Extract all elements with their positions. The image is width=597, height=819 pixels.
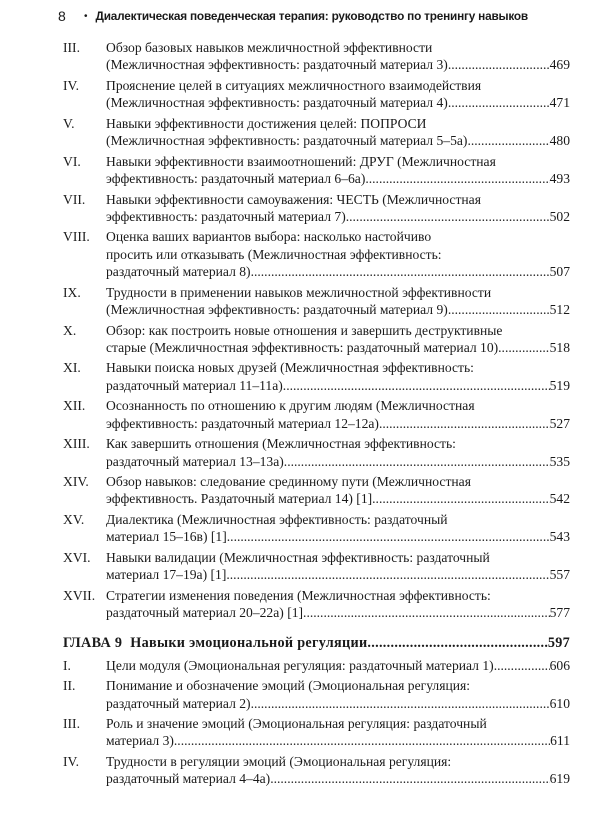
entry-title-line: Обзор навыков: следование срединному пути (Межличностная — [106, 474, 471, 490]
entry-body — [106, 228, 570, 280]
entry-final-line — [106, 657, 570, 674]
dot-leader — [467, 132, 549, 149]
entry-final-line — [106, 263, 570, 280]
entry-final-line — [106, 415, 570, 432]
toc-entry[interactable] — [63, 715, 570, 750]
entry-number: XII. — [63, 398, 86, 414]
toc-entry[interactable] — [63, 228, 570, 280]
dot-leader — [251, 263, 550, 280]
entry-number: III. — [63, 716, 80, 732]
entry-page-number: 543 — [549, 529, 570, 545]
table-of-contents — [63, 39, 570, 791]
dot-leader — [379, 415, 550, 432]
dot-leader — [303, 604, 550, 621]
entry-body — [106, 677, 570, 712]
entry-page-number: 469 — [549, 57, 570, 73]
entry-body — [106, 753, 570, 788]
entry-title-line: Диалектика (Межличностная эффективность: раздаточный — [106, 511, 448, 527]
entry-page-number: 493 — [549, 170, 570, 186]
entry-number: IV. — [63, 754, 79, 770]
entry-title-line: раздаточный материал 13–13а) — [106, 453, 284, 469]
dot-leader — [283, 377, 550, 394]
entry-title-line: просить или отказывать (Межличностная эффективность: — [106, 246, 442, 262]
entry-final-line — [106, 301, 570, 318]
entry-body — [106, 115, 570, 150]
entry-number: VI. — [63, 153, 81, 169]
entry-title-line: Трудности в применении навыков межличностной эффективности — [106, 284, 492, 300]
entry-title-line: (Межличностная эффективность: раздаточный материал 4) — [106, 95, 448, 111]
entry-body — [106, 435, 570, 470]
entry-body — [106, 473, 570, 508]
entry-title-line: раздаточный материал 2) — [106, 695, 251, 711]
dot-leader — [270, 770, 549, 787]
entry-page-number: 606 — [549, 657, 570, 673]
chapter-page-number: 597 — [547, 635, 570, 652]
entry-title-line: раздаточный материал 20–22а) [1] — [106, 605, 304, 621]
toc-entry[interactable] — [63, 753, 570, 788]
entry-body — [106, 39, 570, 74]
toc-entry[interactable] — [63, 587, 570, 622]
entry-page-number: 507 — [549, 264, 570, 280]
chapter-heading[interactable] — [63, 635, 570, 652]
toc-entry[interactable] — [63, 657, 570, 674]
entry-page-number: 611 — [550, 733, 570, 749]
chapter-title: Навыки эмоциональной регуляции — [130, 635, 368, 652]
entry-title-line: Как завершить отношения (Межличностная эффективность: — [106, 436, 456, 452]
entry-title-line: материал 17–19а) [1] — [106, 567, 227, 583]
entry-final-line — [106, 528, 570, 545]
entry-title-line: Осознанность по отношению к другим людям (Межличностная — [106, 398, 475, 414]
entry-title-line: Прояснение целей в ситуациях межличностного взаимодействия — [106, 77, 482, 93]
entry-final-line — [106, 56, 570, 73]
entry-title-line: материал 15–16в) [1] — [106, 529, 227, 545]
entry-final-line — [106, 377, 570, 394]
toc-section-interpersonal — [63, 39, 570, 621]
entry-title-line: Цели модуля (Эмоциональная регуляция: раздаточный материал 1) — [106, 657, 494, 673]
entry-page-number: 577 — [549, 605, 570, 621]
entry-title-line: раздаточный материал 11–11а) — [106, 377, 283, 393]
dot-leader — [284, 453, 550, 470]
toc-entry[interactable] — [63, 284, 570, 319]
entry-title-line: Роль и значение эмоций (Эмоциональная регуляция: раздаточный — [106, 716, 487, 732]
entry-page-number: 512 — [549, 301, 570, 317]
dot-leader — [227, 528, 550, 545]
entry-number: X. — [63, 322, 77, 338]
entry-body — [106, 284, 570, 319]
entry-final-line — [106, 453, 570, 470]
toc-entry[interactable] — [63, 153, 570, 188]
toc-entry[interactable] — [63, 435, 570, 470]
entry-final-line — [106, 339, 570, 356]
entry-title-line: (Межличностная эффективность: раздаточный материал 3) — [106, 57, 448, 73]
entry-title-line: эффективность: раздаточный материал 12–12а) — [106, 415, 379, 431]
entry-title-line: эффективность. Раздаточный материал 14) [1] — [106, 491, 373, 507]
entry-final-line — [106, 490, 570, 507]
entry-body — [106, 77, 570, 112]
running-header — [58, 6, 570, 26]
entry-title-line: Навыки эффективности достижения целей: ПОПРОСИ — [106, 115, 427, 131]
entry-body — [106, 153, 570, 188]
dot-leader — [372, 490, 549, 507]
entry-final-line — [106, 770, 570, 787]
running-title: Диалектическая поведенческая терапия: руководство по тренингу навыков — [95, 9, 528, 23]
entry-number: IV. — [63, 77, 79, 93]
entry-title-line: Понимание и обозначение эмоций (Эмоциональная регуляция: — [106, 678, 471, 694]
toc-entry[interactable] — [63, 191, 570, 226]
toc-entry[interactable] — [63, 115, 570, 150]
entry-title-line: Навыки эффективности взаимоотношений: ДРУГ (Межличностная — [106, 153, 496, 169]
entry-body — [106, 191, 570, 226]
toc-entry[interactable] — [63, 473, 570, 508]
entry-page-number: 527 — [549, 415, 570, 431]
entry-page-number: 619 — [549, 771, 570, 787]
entry-number: XV. — [63, 511, 85, 527]
entry-body — [106, 322, 570, 357]
toc-entry[interactable] — [63, 322, 570, 357]
toc-entry[interactable] — [63, 359, 570, 394]
entry-title-line: Обзор базовых навыков межличностной эффективности — [106, 40, 433, 55]
entry-body — [106, 587, 570, 622]
entry-final-line — [106, 566, 570, 583]
entry-number: III. — [63, 40, 80, 55]
entry-title-line: раздаточный материал 8) — [106, 264, 251, 280]
entry-page-number: 518 — [549, 339, 570, 355]
entry-number: XVII. — [63, 587, 96, 603]
entry-title-line: эффективность: раздаточный материал 6–6а) — [106, 170, 366, 186]
entry-number: I. — [63, 657, 71, 673]
entry-number: XIII. — [63, 436, 90, 452]
entry-page-number: 480 — [549, 133, 570, 149]
entry-final-line — [106, 604, 570, 621]
entry-final-line — [106, 170, 570, 187]
entry-title-line: Навыки эффективности самоуважения: ЧЕСТЬ (Межличностная — [106, 191, 481, 207]
entry-body — [106, 397, 570, 432]
dot-leader — [448, 301, 550, 318]
toc-entry[interactable] — [63, 549, 570, 584]
toc-entry[interactable] — [63, 39, 570, 74]
entry-page-number: 519 — [549, 377, 570, 393]
entry-title-line: эффективность: раздаточный материал 7) — [106, 208, 346, 224]
entry-title-line: материал 3) — [106, 733, 174, 749]
entry-number: VII. — [63, 191, 86, 207]
dot-leader — [251, 695, 550, 712]
entry-title-line: Оценка ваших вариантов выбора: насколько настойчиво — [106, 229, 432, 245]
entry-number: VIII. — [63, 229, 90, 245]
entry-page-number: 535 — [549, 453, 570, 469]
dot-leader — [448, 56, 550, 73]
page-number: 8 — [58, 8, 66, 24]
chapter-label: ГЛАВА 9 — [63, 635, 123, 652]
entry-title-line: Стратегии изменения поведения (Межличностная эффективность: — [106, 587, 491, 603]
toc-entry[interactable] — [63, 397, 570, 432]
entry-final-line — [106, 208, 570, 225]
entry-title-line: Навыки валидации (Межличностная эффективность: раздаточный — [106, 549, 490, 565]
dot-leader — [346, 208, 550, 225]
entry-number: XIV. — [63, 474, 89, 490]
entry-number: V. — [63, 115, 75, 131]
dot-leader — [498, 339, 549, 356]
entry-page-number: 471 — [549, 95, 570, 111]
entry-page-number: 542 — [549, 491, 570, 507]
entry-title-line: Обзор: как построить новые отношения и завершить деструктивные — [106, 322, 503, 338]
toc-entry[interactable] — [63, 77, 570, 112]
entry-page-number: 610 — [549, 695, 570, 711]
entry-title-line: раздаточный материал 4–4а) — [106, 771, 271, 787]
entry-final-line — [106, 732, 570, 749]
entry-number: IX. — [63, 284, 81, 300]
dot-leader — [448, 94, 550, 111]
entry-title-line: (Межличностная эффективность: раздаточный материал 9) — [106, 301, 448, 317]
dot-leader — [494, 657, 550, 674]
entry-title-line: Навыки поиска новых друзей (Межличностная эффективность: — [106, 360, 474, 376]
entry-number: XI. — [63, 360, 81, 376]
entry-page-number: 557 — [549, 567, 570, 583]
bullet-icon: • — [84, 10, 88, 22]
entry-title-line: старые (Межличностная эффективность: раздаточный материал 10) — [106, 339, 499, 355]
dot-leader — [365, 170, 549, 187]
toc-section-emotion-regulation — [63, 657, 570, 788]
toc-entry[interactable] — [63, 511, 570, 546]
entry-final-line — [106, 695, 570, 712]
toc-entry[interactable] — [63, 677, 570, 712]
entry-body — [106, 549, 570, 584]
entry-final-line — [106, 94, 570, 111]
entry-page-number: 502 — [549, 208, 570, 224]
entry-number: XVI. — [63, 549, 91, 565]
dot-leader — [367, 635, 547, 652]
entry-title-line: (Межличностная эффективность: раздаточный материал 5–5а) — [106, 133, 468, 149]
entry-title-line: Трудности в регуляции эмоций (Эмоциональная регуляция: — [106, 754, 452, 770]
entry-body — [106, 715, 570, 750]
dot-leader — [174, 732, 550, 749]
entry-body — [106, 359, 570, 394]
entry-body — [106, 657, 570, 674]
entry-final-line — [106, 132, 570, 149]
entry-body — [106, 511, 570, 546]
dot-leader — [226, 566, 549, 583]
entry-number: II. — [63, 678, 76, 694]
